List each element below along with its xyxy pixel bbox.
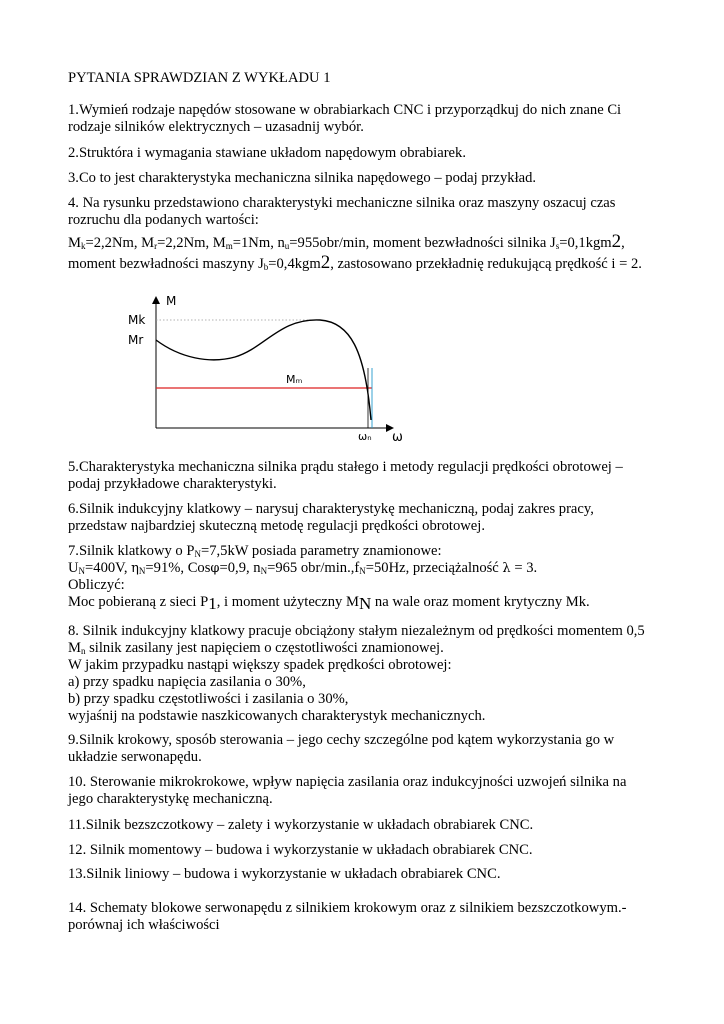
question-4 [68, 195, 668, 273]
question-9-line-1: 9.Silnik krokowy, sposób sterowania – jego cechy szczególne pod kątem wykorzystania go w [68, 732, 615, 748]
subscript: k [80, 241, 86, 251]
text: na wale oraz moment krytyczny Mk. [371, 594, 590, 610]
question-2 [68, 145, 668, 162]
question-8-line-2 [68, 640, 668, 657]
subscript: r [154, 241, 158, 251]
question-5-line-2: podaj przykładowe charakterystyki. [68, 476, 277, 492]
mm-label: Mₘ [286, 373, 303, 386]
text: U [68, 560, 79, 576]
question-7 [68, 543, 668, 611]
question-6-line-2: przedstaw najbardziej skuteczną metodę regulacji prędkości obrotowej. [68, 518, 485, 534]
text: M [68, 640, 81, 656]
subscript: N [194, 549, 201, 559]
question-1-line-2: rodzaje silników elektrycznych – uzasadnij wybór. [68, 119, 364, 135]
question-14-line-1: 14. Schematy blokowe serwonapędu z silnikiem krokowym oraz z silnikiem bezszczotkowym.- [68, 900, 627, 916]
text: =0,9, n [219, 560, 261, 576]
question-9-line-2: układzie serwonapędu. [68, 749, 202, 765]
question-3-line-1: 3.Co to jest charakterystyka mechaniczna silnika napędowego – podaj przykład. [68, 170, 537, 186]
greek-lambda: λ [502, 561, 511, 576]
text: =400V, [85, 560, 132, 576]
question-7-line-4 [68, 594, 668, 611]
text: =955obr/min, moment bezwładności silnika J [289, 235, 556, 251]
text: =1Nm, n [232, 235, 285, 251]
question-5 [68, 459, 668, 493]
question-8-line-4: a) przy spadku napięcia zasilania o 30%, [68, 674, 306, 690]
question-10-line-1: 10. Sterowanie mikrokrokowe, wpływ napięcia zasilania oraz indukcyjności uzwojeń silnika na [68, 774, 627, 790]
text: =7,5kW posiada parametry znamionowe: [201, 543, 442, 559]
question-14-line-2: porównaj ich właściwości [68, 917, 220, 933]
mechanical-characteristic-figure [120, 290, 420, 450]
question-12-line-1: 12. Silnik momentowy – budowa i wykorzystanie w układach obrabiarek CNC. [68, 842, 533, 858]
subscript: N [138, 566, 146, 576]
question-7-line-3: Obliczyć: [68, 577, 125, 593]
text: = 3. [510, 560, 538, 576]
page-title: PYTANIA SPRAWDZIAN Z WYKŁADU 1 [68, 70, 331, 86]
question-10-line-2: jego charakterystykę mechaniczną. [68, 791, 273, 807]
question-8-line-1: 8. Silnik indukcyjny klatkowy pracuje obciążony stałym niezależnym od prędkości momentem 0,5 [68, 623, 645, 639]
greek-phi: φ [210, 561, 220, 576]
subscript: n [80, 646, 86, 656]
question-2-line-1: 2.Struktóra i wymagania stawiane układom napędowym obrabiarek. [68, 145, 466, 161]
text: , i moment użyteczny M [216, 594, 359, 610]
superscript: 2 [320, 252, 331, 273]
question-4-line-4 [68, 252, 668, 273]
question-8-line-5: b) przy spadku częstotliwości i zasilania o 30%, [68, 691, 349, 707]
question-11 [68, 817, 668, 834]
text: , zastosowano przekładnię redukującą prędkość i = 2. [330, 256, 642, 272]
subscript: s [555, 241, 560, 251]
text: =965 obr/min.,f [267, 560, 360, 576]
text: silnik zasilany jest napięciem o częstotliwości znamionowej. [85, 640, 444, 656]
text: =50Hz, przeciążalność [365, 560, 503, 576]
question-4-line-2: rozruchu dla podanych wartości: [68, 212, 259, 228]
question-1-line-1: 1.Wymień rodzaje napędów stosowane w obrabiarkach CNC i przyporządkuj do nich znane Ci [68, 102, 622, 118]
question-6 [68, 501, 668, 535]
text: , [621, 235, 625, 251]
text: =2,2Nm, M [85, 235, 155, 251]
superscript: 2 [611, 231, 622, 252]
y-axis-arrow [152, 296, 160, 304]
subscript-large: N [358, 594, 372, 613]
question-5-line-1: 5.Charakterystyka mechaniczna silnika prądu stałego i metody regulacji prędkości obrotowej – [68, 459, 623, 475]
question-3 [68, 170, 668, 187]
m-axis-label: M [166, 294, 177, 308]
question-8-line-6: wyjaśnij na podstawie naszkicowanych charakterystyk mechanicznych. [68, 708, 486, 724]
text: 7.Silnik klatkowy o P [68, 543, 195, 559]
question-1 [68, 102, 668, 136]
omega-axis-label: ω [392, 430, 403, 445]
question-9 [68, 732, 668, 766]
question-14 [68, 900, 668, 934]
text: Moc pobieraną z sieci P [68, 594, 209, 610]
text: =91%, Cos [145, 560, 211, 576]
question-4-line-3 [68, 231, 668, 252]
question-8 [68, 623, 668, 725]
question-7-line-1 [68, 543, 668, 560]
subscript: b [263, 262, 269, 272]
subscript: m [225, 241, 233, 251]
question-8-line-3: W jakim przypadku nastąpi większy spadek prędkości obrotowej: [68, 657, 452, 673]
text: moment bezwładności maszyny J [68, 256, 264, 272]
subscript: N [359, 566, 366, 576]
question-4-line-1: 4. Na rysunku przedstawiono charakterystyki mechaniczne silnika oraz maszyny oszacuj czas [68, 195, 616, 211]
question-6-line-1: 6.Silnik indukcyjny klatkowy – narysuj charakterystykę mechaniczną, podaj zakres pracy, [68, 501, 594, 517]
question-7-line-2 [68, 560, 668, 577]
text: M [68, 235, 81, 251]
subscript-large: 1 [208, 594, 217, 613]
question-12 [68, 842, 668, 859]
question-13 [68, 866, 668, 883]
subscript: u [284, 241, 290, 251]
subscript: N [78, 566, 86, 576]
question-11-line-1: 11.Silnik bezszczotkowy – zalety i wykorzystanie w układach obrabiarek CNC. [68, 817, 534, 833]
text: =2,2Nm, M [157, 235, 226, 251]
omega-n-label: ωₙ [358, 430, 372, 443]
mk-label: Mk [128, 313, 146, 327]
text: =0,1kgm [559, 235, 612, 251]
motor-characteristic-curve [156, 320, 371, 420]
mr-label: Mr [128, 333, 144, 347]
greek-eta: η [131, 561, 139, 576]
subscript: N [260, 566, 268, 576]
question-13-line-1: 13.Silnik liniowy – budowa i wykorzystanie w układach obrabiarek CNC. [68, 866, 501, 882]
text: =0,4kgm [268, 256, 321, 272]
question-10 [68, 774, 668, 808]
